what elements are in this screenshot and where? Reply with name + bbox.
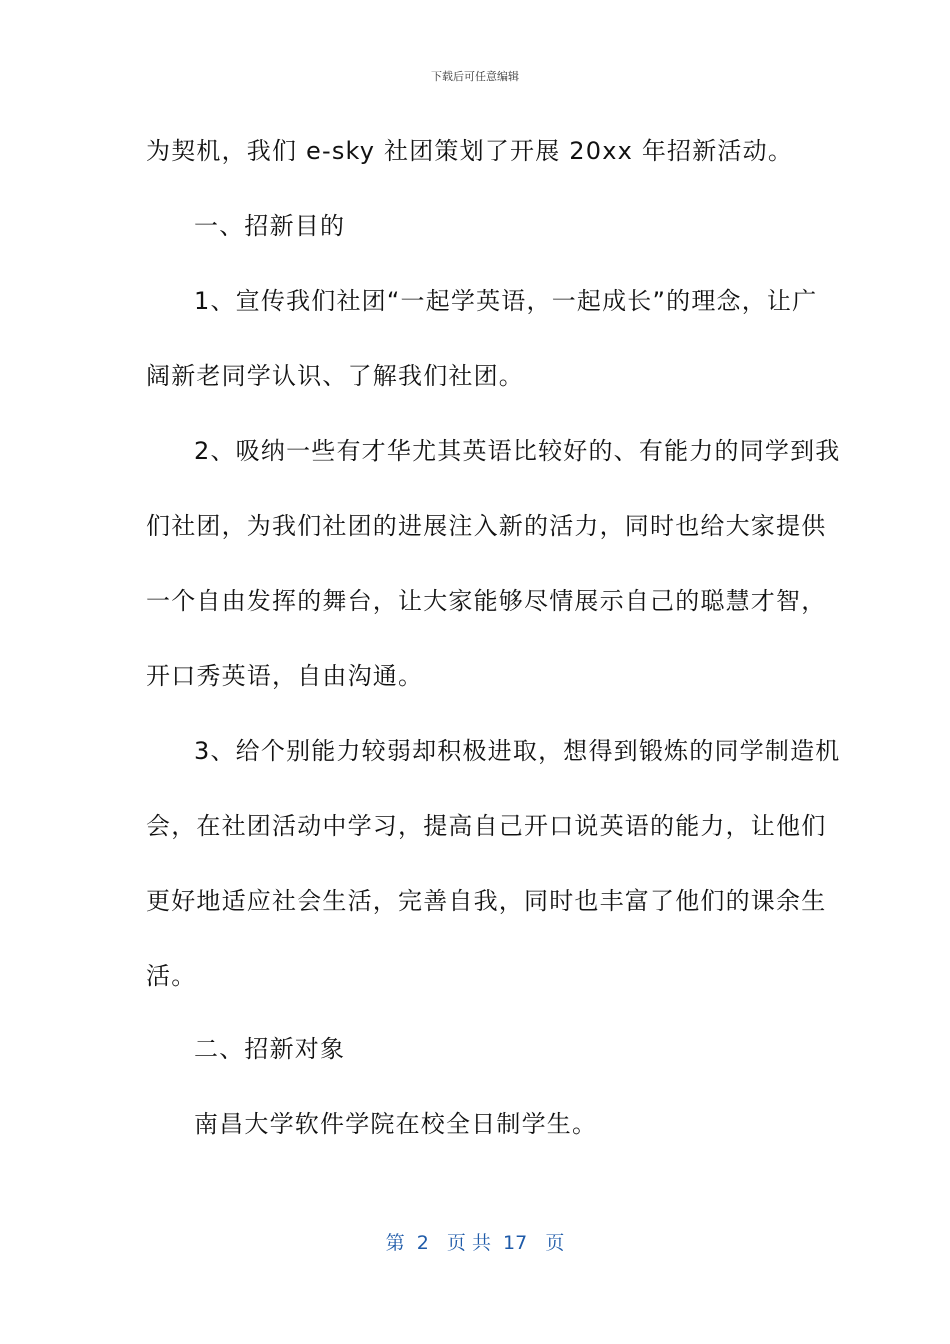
body-line: 活。: [146, 962, 197, 990]
header-note: 下载后可任意编辑: [431, 70, 519, 83]
body-line: 为契机，我们 e-sky 社团策划了开展 20xx 年招新活动。: [146, 137, 794, 165]
body-line: 开口秀英语，自由沟通。: [146, 662, 424, 690]
body-line: 南昌大学软件学院在校全日制学生。: [194, 1110, 598, 1138]
section-heading: 一、招新目的: [194, 212, 346, 240]
body-line: 们社团，为我们社团的进展注入新的活力，同时也给大家提供: [146, 512, 827, 540]
body-line: 更好地适应社会生活，完善自我，同时也丰富了他们的课余生: [146, 887, 827, 915]
section-heading: 二、招新对象: [194, 1035, 346, 1063]
page-number-footer: 第 2 页 共 17 页: [385, 1232, 565, 1254]
body-line: 1、宣传我们社团“一起学英语，一起成长”的理念，让广: [194, 287, 818, 315]
body-line: 2、吸纳一些有才华尤其英语比较好的、有能力的同学到我: [194, 437, 841, 465]
body-line: 一个自由发挥的舞台，让大家能够尽情展示自己的聪慧才智，: [146, 587, 827, 615]
body-line: 会，在社团活动中学习，提高自己开口说英语的能力，让他们: [146, 812, 827, 840]
body-line: 3、给个别能力较弱却积极进取，想得到锻炼的同学制造机: [194, 737, 841, 765]
body-line: 阔新老同学认识、了解我们社团。: [146, 362, 524, 390]
